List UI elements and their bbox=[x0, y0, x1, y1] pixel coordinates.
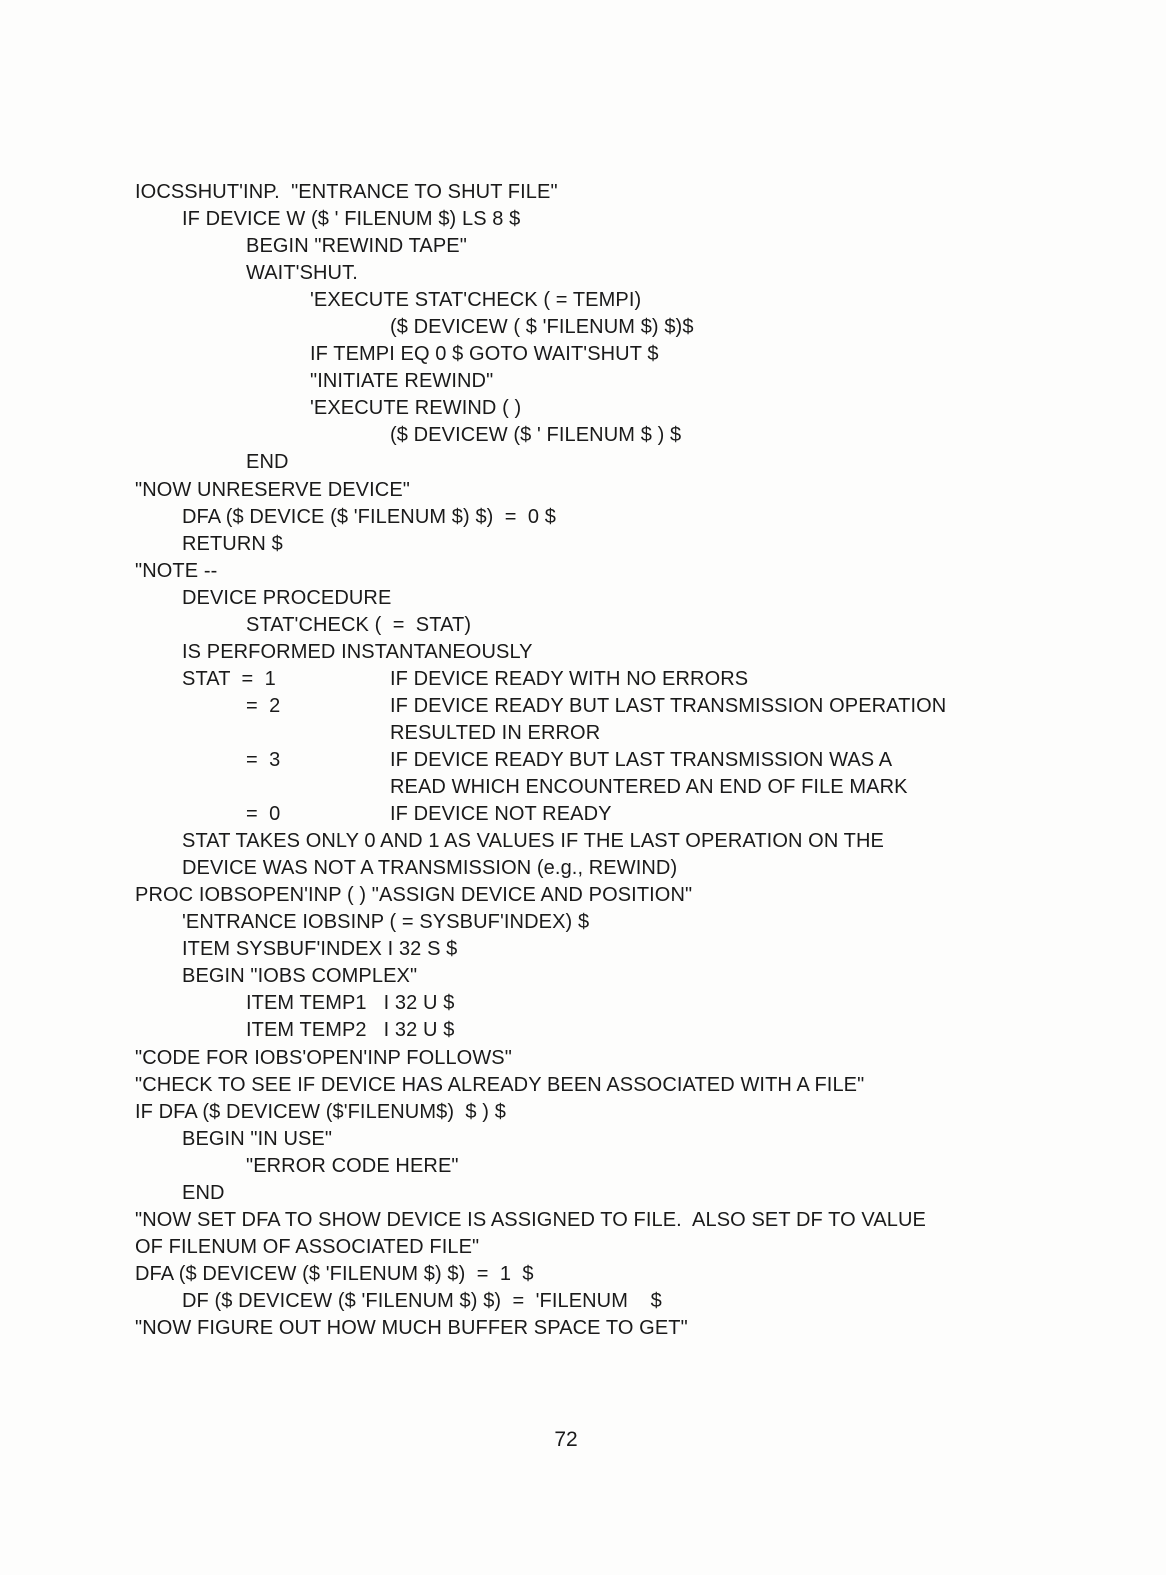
code-line bbox=[135, 260, 1095, 287]
code-line-description: IF DEVICE READY BUT LAST TRANSMISSION WAS A bbox=[390, 748, 893, 771]
code-line-text: "NOW UNRESERVE DEVICE" bbox=[135, 478, 410, 501]
code-line bbox=[135, 477, 1095, 504]
code-line bbox=[135, 341, 1095, 368]
code-line bbox=[135, 882, 1095, 909]
code-line bbox=[135, 287, 1095, 314]
code-line bbox=[135, 909, 1095, 936]
code-line-text: BEGIN "IOBS COMPLEX" bbox=[182, 965, 418, 988]
code-line-text: "CODE FOR IOBS'OPEN'INP FOLLOWS" bbox=[135, 1046, 512, 1069]
code-line-text: RESULTED IN ERROR bbox=[390, 721, 601, 744]
code-line-text: "NOW SET DFA TO SHOW DEVICE IS ASSIGNED TO FILE. ALSO SET DF TO VALUE bbox=[135, 1208, 926, 1231]
code-line bbox=[135, 639, 1095, 666]
code-line-text: STAT'CHECK ( = STAT) bbox=[246, 613, 472, 636]
code-line-text: STAT TAKES ONLY 0 AND 1 AS VALUES IF THE LAST OPERATION ON THE bbox=[182, 830, 884, 853]
code-line bbox=[135, 1017, 1095, 1044]
code-line bbox=[135, 1153, 1095, 1180]
code-line bbox=[135, 1207, 1095, 1234]
code-line bbox=[135, 693, 1095, 720]
code-line bbox=[135, 1072, 1095, 1099]
page-number: 72 bbox=[554, 1428, 578, 1451]
code-line-text: = 3 bbox=[246, 748, 281, 771]
code-line bbox=[135, 206, 1095, 233]
code-line bbox=[135, 179, 1095, 206]
code-line bbox=[135, 558, 1095, 585]
code-line bbox=[135, 666, 1095, 693]
code-line bbox=[135, 990, 1095, 1017]
code-line-text: DF ($ DEVICEW ($ 'FILENUM $) $) = 'FILENUM $ bbox=[182, 1289, 662, 1312]
code-line bbox=[135, 531, 1095, 558]
code-line bbox=[135, 314, 1095, 341]
code-line bbox=[135, 963, 1095, 990]
code-line bbox=[135, 585, 1095, 612]
code-line-text: 'ENTRANCE IOBSINP ( = SYSBUF'INDEX) $ bbox=[182, 911, 590, 934]
code-line bbox=[135, 395, 1095, 422]
code-line bbox=[135, 855, 1095, 882]
code-line-text: "NOW FIGURE OUT HOW MUCH BUFFER SPACE TO GET" bbox=[135, 1316, 688, 1339]
code-line-text: IF DFA ($ DEVICEW ($'FILENUM$) $ ) $ bbox=[135, 1100, 506, 1123]
code-line bbox=[135, 1234, 1095, 1261]
code-line bbox=[135, 747, 1095, 774]
code-line bbox=[135, 1099, 1095, 1126]
code-line-text: "NOTE -- bbox=[135, 559, 218, 582]
code-line bbox=[135, 233, 1095, 260]
code-line-description: IF DEVICE READY WITH NO ERRORS bbox=[390, 667, 749, 690]
code-line-text: ($ DEVICEW ($ ' FILENUM $ ) $ bbox=[390, 424, 682, 447]
code-line-text: "INITIATE REWIND" bbox=[310, 370, 494, 393]
code-line bbox=[135, 1315, 1095, 1342]
code-line-description: IF DEVICE NOT READY bbox=[390, 803, 612, 826]
code-line bbox=[135, 801, 1095, 828]
code-line-text: READ WHICH ENCOUNTERED AN END OF FILE MARK bbox=[390, 776, 908, 799]
code-line bbox=[135, 449, 1095, 476]
code-line bbox=[135, 1045, 1095, 1072]
code-line-text: IS PERFORMED INSTANTANEOUSLY bbox=[182, 640, 533, 663]
code-line-text: DFA ($ DEVICE ($ 'FILENUM $) $) = 0 $ bbox=[182, 505, 556, 528]
code-line-text: IOCSSHUT'INP. "ENTRANCE TO SHUT FILE" bbox=[135, 181, 558, 203]
code-line-text: DFA ($ DEVICEW ($ 'FILENUM $) $) = 1 $ bbox=[135, 1262, 534, 1285]
code-line-text: ITEM SYSBUF'INDEX I 32 S $ bbox=[182, 938, 458, 961]
code-line-text: 'EXECUTE STAT'CHECK ( = TEMPI) bbox=[310, 289, 642, 312]
code-line bbox=[135, 1261, 1095, 1288]
code-line bbox=[135, 720, 1095, 747]
code-line bbox=[135, 1180, 1095, 1207]
code-line-description: IF DEVICE READY BUT LAST TRANSMISSION OPERATION bbox=[390, 694, 947, 717]
code-line-text: PROC IOBSOPEN'INP ( ) "ASSIGN DEVICE AND POSITION" bbox=[135, 884, 693, 907]
code-line-text: = 0 bbox=[246, 803, 281, 826]
code-line-text: ITEM TEMP1 I 32 U $ bbox=[246, 992, 455, 1015]
code-line-text: "ERROR CODE HERE" bbox=[246, 1154, 459, 1177]
code-listing bbox=[135, 179, 1095, 1342]
code-line-text: IF DEVICE W ($ ' FILENUM $) LS 8 $ bbox=[182, 208, 521, 231]
code-line-text: "CHECK TO SEE IF DEVICE HAS ALREADY BEEN ASSOCIATED WITH A FILE" bbox=[135, 1073, 865, 1096]
code-line-text: RETURN $ bbox=[182, 532, 283, 555]
code-line-text: ITEM TEMP2 I 32 U $ bbox=[246, 1019, 455, 1042]
code-line-text: BEGIN "REWIND TAPE" bbox=[246, 235, 467, 258]
code-line-text: DEVICE PROCEDURE bbox=[182, 586, 392, 609]
code-line-text: 'EXECUTE REWIND ( ) bbox=[310, 397, 522, 420]
code-line bbox=[135, 422, 1095, 449]
code-line-text: = 2 bbox=[246, 694, 281, 717]
code-line-text: END bbox=[246, 451, 289, 474]
code-line-text: DEVICE WAS NOT A TRANSMISSION (e.g., REWIND) bbox=[182, 857, 678, 880]
code-line-text: BEGIN "IN USE" bbox=[182, 1127, 333, 1150]
code-line bbox=[135, 828, 1095, 855]
code-line-text: WAIT'SHUT. bbox=[246, 262, 358, 285]
code-line bbox=[135, 612, 1095, 639]
code-line-text: IF TEMPI EQ 0 $ GOTO WAIT'SHUT $ bbox=[310, 343, 659, 366]
code-line bbox=[135, 1126, 1095, 1153]
code-line bbox=[135, 368, 1095, 395]
code-line bbox=[135, 504, 1095, 531]
code-line bbox=[135, 774, 1095, 801]
code-line-text: END bbox=[182, 1181, 225, 1204]
code-line-text: STAT = 1 bbox=[182, 667, 276, 690]
code-line-text: ($ DEVICEW ( $ 'FILENUM $) $)$ bbox=[390, 316, 694, 339]
code-line bbox=[135, 1288, 1095, 1315]
code-line bbox=[135, 936, 1095, 963]
code-line-text: OF FILENUM OF ASSOCIATED FILE" bbox=[135, 1235, 480, 1258]
